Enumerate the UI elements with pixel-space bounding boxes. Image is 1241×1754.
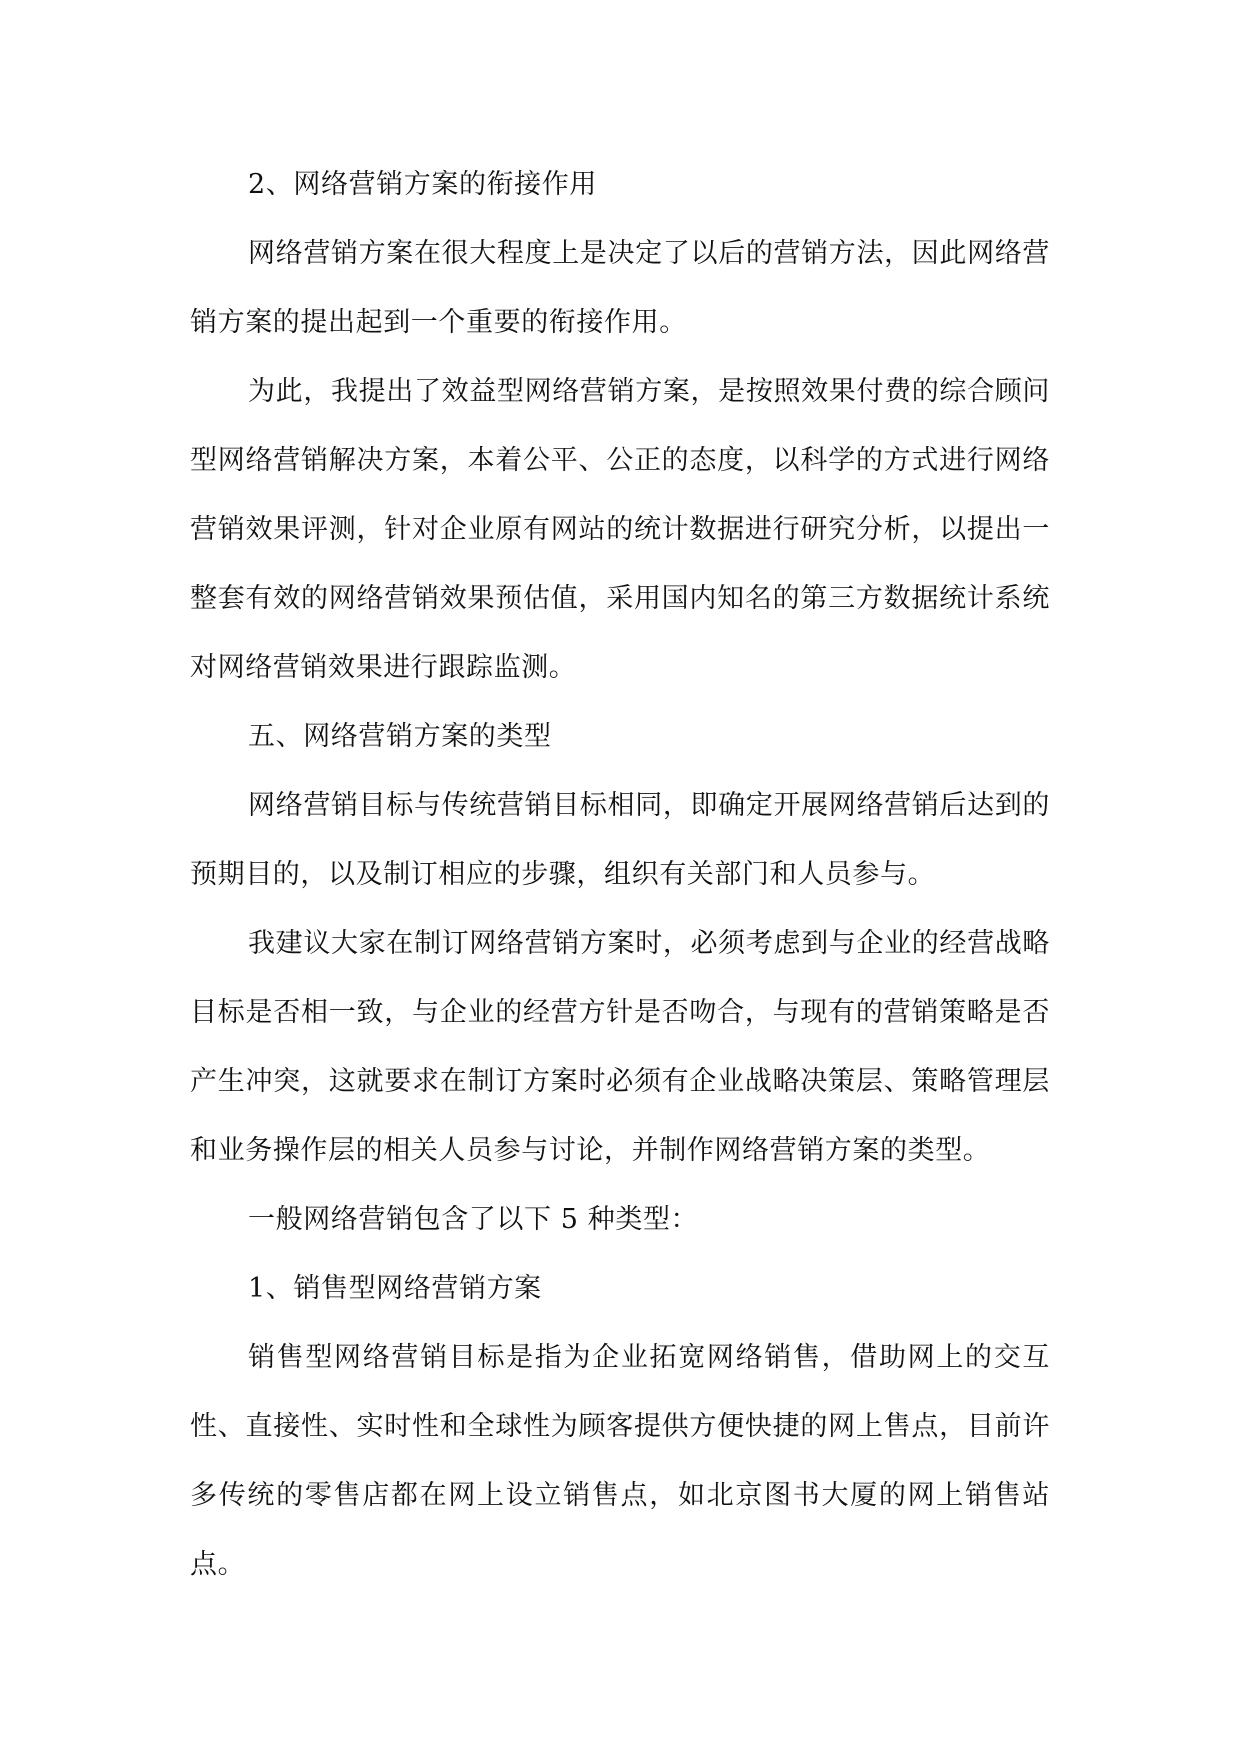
document-body <box>190 150 1050 1599</box>
section-heading-sales-type: 1、销售型网络营销方案 <box>248 1273 542 1304</box>
section-heading-plan-types: 五、网络营销方案的类型 <box>248 721 552 752</box>
body-paragraph: 我建议大家在制订网络营销方案时，必须考虑到与企业的经营战略目标是否相一致，与企业的经营方针是否吻合，与现有的营销策略是否产生冲突，这就要求在制订方案时必须有企业战略决策层、策略管理层和业务操作层的相关人员参与讨论，并制作网络营销方案的类型。 <box>190 928 1050 1166</box>
body-paragraph: 网络营销方案在很大程度上是决定了以后的营销方法，因此网络营销方案的提出起到一个重要的衔接作用。 <box>190 238 1050 338</box>
body-paragraph: 网络营销目标与传统营销目标相同，即确定开展网络营销后达到的预期目的，以及制订相应的步骤，组织有关部门和人员参与。 <box>190 790 1050 890</box>
body-paragraph: 销售型网络营销目标是指为企业拓宽网络销售，借助网上的交互性、直接性、实时性和全球性为顾客提供方便快捷的网上售点，目前许多传统的零售店都在网上设立销售点，如北京图书大厦的网上销售站点。 <box>190 1342 1050 1580</box>
section-heading-linking-role: 2、网络营销方案的衔接作用 <box>248 169 597 200</box>
body-paragraph: 为此，我提出了效益型网络营销方案，是按照效果付费的综合顾问型网络营销解决方案，本着公平、公正的态度，以科学的方式进行网络营销效果评测，针对企业原有网站的统计数据进行研究分析，以提出一整套有效的网络营销效果预估值，采用国内知名的第三方数据统计系统对网络营销效果进行跟踪监测。 <box>190 376 1050 683</box>
body-paragraph: 一般网络营销包含了以下 5 种类型： <box>248 1204 699 1235</box>
